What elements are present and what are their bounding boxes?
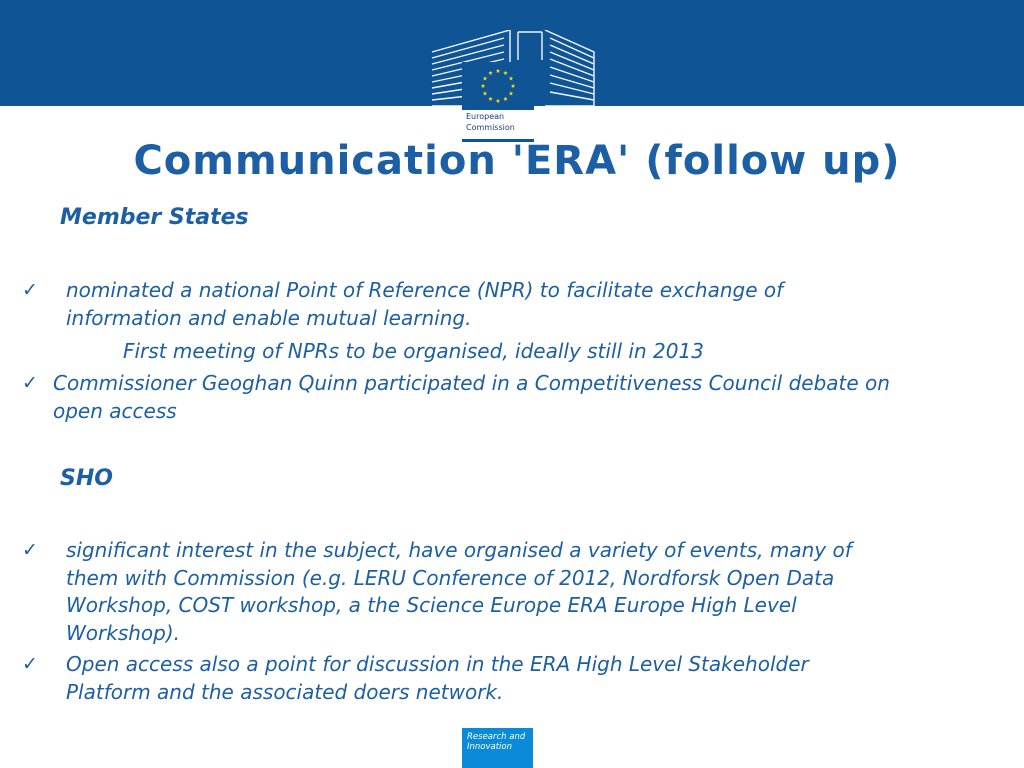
item-line: them with Commission (e.g. LERU Conference of 2012, Nordforsk Open Data: [66, 565, 835, 590]
item-line: significant interest in the subject, have organised a variety of events, many of: [66, 538, 852, 562]
item-line: information and enable mutual learning.: [66, 305, 472, 330]
logo-text-line2: Commission: [466, 123, 515, 132]
item-line: nominated a national Point of Reference (NPR) to facilitate exchange of: [66, 278, 784, 302]
member-states-heading: Member States: [60, 205, 249, 230]
star-icon: [483, 91, 488, 95]
star-icon: [503, 97, 508, 101]
item-line: Workshop, COST workshop, a the Science Europe ERA Europe High Level: [66, 593, 797, 617]
item-line: Open access also a point for discussion in the ERA High Level Stakeholder: [66, 652, 809, 676]
star-icon: [509, 76, 514, 80]
sho-item-2: [66, 651, 809, 706]
member-states-subitem: First meeting of NPRs to be organised, ideally still in 2013: [123, 339, 704, 363]
badge-line1: Research and: [467, 732, 526, 742]
star-icon: [488, 97, 493, 101]
star-icon: [483, 76, 488, 80]
check-icon: ✓: [22, 653, 38, 675]
member-states-item-2: [53, 370, 890, 425]
star-icon: [509, 91, 514, 95]
item-line: Commissioner Geoghan Quinn participated in a Competitiveness Council debate on: [53, 371, 890, 395]
badge-line2: Innovation: [467, 742, 513, 752]
item-line: open access: [53, 398, 177, 423]
sho-item-1: [66, 537, 852, 647]
star-icon: [496, 69, 501, 73]
research-innovation-badge: [462, 728, 533, 768]
sho-heading: SHO: [60, 466, 113, 491]
star-icon: [481, 84, 486, 88]
check-icon: ✓: [22, 372, 38, 394]
star-icon: [503, 71, 508, 75]
eu-stars-icon: [462, 62, 534, 110]
logo-text-line1: European: [466, 112, 505, 121]
member-states-item-1: [66, 277, 783, 332]
check-icon: ✓: [22, 539, 38, 561]
item-line: Workshop).: [66, 620, 181, 645]
item-line: Platform and the associated doers network.: [66, 679, 504, 704]
star-icon: [511, 84, 516, 88]
check-icon: ✓: [22, 279, 38, 301]
star-icon: [496, 99, 501, 103]
logo-badge: [462, 62, 534, 142]
eu-flag: [462, 62, 534, 110]
slide-title: Communication 'ERA' (follow up): [133, 138, 901, 184]
star-icon: [488, 71, 493, 75]
